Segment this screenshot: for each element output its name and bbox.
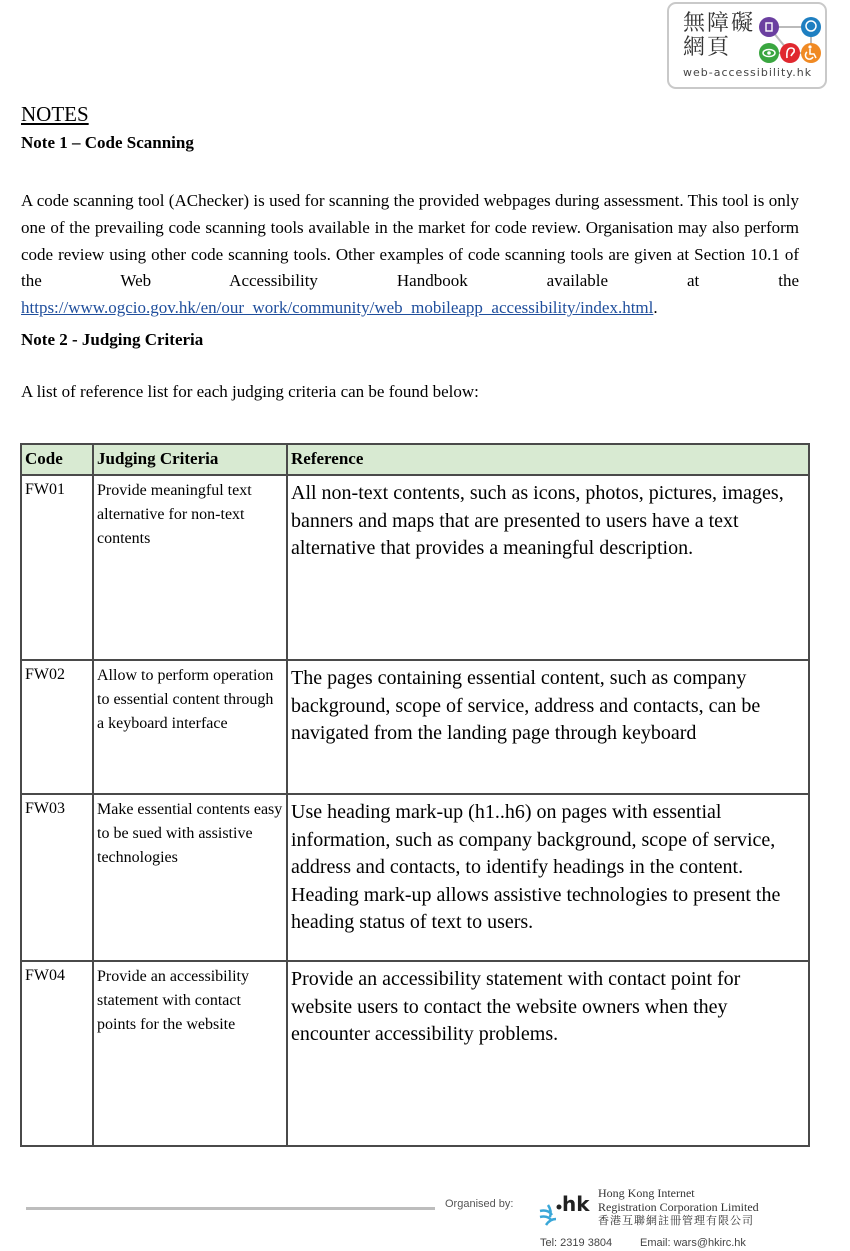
logo-chinese-line2: 網頁 [683,35,732,60]
cell-code: FW01 [21,475,93,660]
hkirc-name [598,1186,759,1228]
cell-criteria: Make essential contents easy to be sued with assistive technologies [93,794,287,961]
contact-tel: Tel: 2319 3804 [540,1237,613,1249]
cell-criteria: Provide an accessibility statement with contact points for the website [93,961,287,1146]
organised-by-label: Organised by: [445,1198,514,1210]
note1-heading: Note 1 – Code Scanning [21,133,194,152]
cell-code: FW03 [21,794,93,961]
header-reference: Reference [287,444,809,475]
cell-reference: The pages containing essential content, such as company background, scope of service, address and contacts, can be navigated from the landing page through keyboard [287,660,809,794]
table-row [21,794,809,961]
cell-code: FW02 [21,660,93,794]
logo-chinese-text [683,12,755,60]
note2-intro: A list of reference list for each judging criteria can be found below: [21,382,479,401]
table-row [21,961,809,1146]
note1-body-text: A code scanning tool (AChecker) is used for scanning the provided webpages during assessment. This tool is only one of the prevailing code scanning tools available in the market for code review. Organisation may also perform code review using other code scanning tools. Other examples of code scanning tools are given at Section 10.1 of the Web Accessibility Handbook available at the [21,191,799,291]
header-code: Code [21,444,93,475]
web-accessibility-logo [667,2,827,89]
hkirc-logo-icon [538,1185,598,1230]
ogcio-handbook-link[interactable]: https://www.ogcio.gov.hk/en/our_work/community/web_mobileapp_accessibility/index.html [21,298,654,318]
cell-reference: Provide an accessibility statement with contact point for website users to contact the website owners when they encounter accessibility problems. [287,961,809,1146]
note1-body [21,188,799,322]
accessibility-icons [757,15,823,65]
judging-criteria-table [20,443,810,1147]
table-row [21,475,809,660]
table-header-row [21,444,809,475]
ear-icon [780,43,800,63]
table-row [21,660,809,794]
logo-chinese-line1: 無障礙 [683,11,756,36]
org-name-line2: Registration Corporation Limited [598,1200,759,1214]
svg-text:hk: hk [562,1192,590,1216]
note2-heading: Note 2 - Judging Criteria [21,330,204,349]
footer-divider [26,1207,435,1210]
brain-icon [801,17,821,37]
cell-code: FW04 [21,961,93,1146]
org-name-chinese: 香港互聯網註冊管理有限公司 [598,1214,754,1227]
cell-reference: Use heading mark-up (h1..h6) on pages with essential information, such as company background, scope of service, address and contacts, to identify headings in the content. Heading mark-up allows assistive technologies to present the heading status of text to users. [287,794,809,961]
cell-reference: All non-text contents, such as icons, photos, pictures, images, banners and maps that are presented to users have a text alternative that provides a meaningful description. [287,475,809,660]
contact-email[interactable]: Email: wars@hkirc.hk [640,1237,746,1249]
cell-criteria: Allow to perform operation to essential content through a keyboard interface [93,660,287,794]
notes-title: NOTES [21,102,89,126]
logo-url-text: web-accessibility.hk [683,66,813,79]
header-judging-criteria: Judging Criteria [93,444,287,475]
cognitive-icon [759,17,779,37]
org-name-line1: Hong Kong Internet [598,1186,695,1200]
note1-trailing: . [653,298,658,318]
cell-criteria: Provide meaningful text alternative for non-text contents [93,475,287,660]
